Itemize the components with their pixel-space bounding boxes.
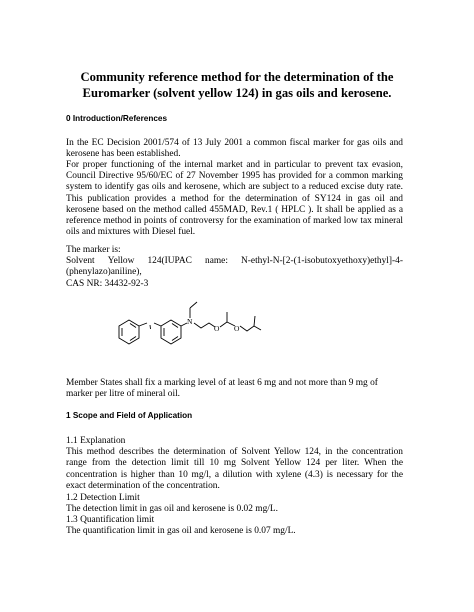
atom-label-n: N: [187, 317, 193, 326]
intro-paragraph-1: [66, 138, 403, 160]
text-line: kerosene based on the method called 455MAD, Rev.1 ( HPLC ). It shall be applied as a: [66, 204, 403, 215]
azo-bond: [139, 323, 147, 326]
section-1-1: [66, 436, 403, 492]
marker-word: N-ethyl-N-[2-(1-isobutoxyethoxy)ethyl]-4-: [241, 256, 403, 267]
detection-limit-text: The detection limit in gas oil and kerosene is 0.02 mg/L.: [66, 504, 278, 515]
marker-intro: The marker is:: [66, 245, 121, 255]
cas-number: CAS NR: 34432-92-3: [66, 278, 149, 289]
title-line: Community reference method for the determination of the: [80, 70, 394, 84]
acetal-chain: [220, 322, 235, 327]
text-line: This method describes the determination of Solvent Yellow 124, in the concentration: [66, 447, 403, 458]
ethoxy-chain: [194, 323, 215, 328]
text-line: This publication provides a method for the determination of SY124 in gas oil and: [66, 193, 403, 204]
marker-description: [66, 245, 403, 290]
text-line: concentration is higher than 10 mg/l, a dilution with xylene (4.3) is necessary for the: [66, 469, 403, 480]
subsection-title: 1.2 Detection Limit: [66, 493, 140, 503]
subsection-title: 1.1 Explanation: [66, 436, 126, 446]
marker-word: name:: [205, 256, 228, 267]
member-states-paragraph: [66, 378, 403, 400]
intro-paragraph-2: [66, 160, 403, 238]
chemical-structure-diagram: [104, 293, 274, 371]
atom-label-o: O: [234, 324, 240, 333]
marker-name-row: [66, 256, 403, 267]
marker-word: Solvent: [66, 256, 95, 267]
marker-name-cont: (phenylazo)aniline),: [66, 267, 142, 278]
section-1-2: [66, 493, 403, 515]
text-line: Member States shall fix a marking level of at least 6 mg and not more than 9 mg of: [66, 378, 378, 388]
isobutyl-chain: [240, 326, 261, 331]
text-line: exact determination of the concentration.: [66, 480, 220, 491]
section-1-3: [66, 515, 403, 537]
text-line: marker per litre of mineral oil.: [66, 389, 181, 400]
atom-label-o: O: [214, 324, 220, 333]
title-line: Euromarker (solvent yellow 124) in gas oils and kerosene.: [82, 86, 392, 100]
text-line: range from the detection limit till 10 mg Solvent Yellow 124 per liter. When the: [66, 458, 403, 469]
text-line: Council Directive 95/60/EC of 27 November 1995 has provided for a common marking: [66, 171, 403, 182]
text-line: kerosene has been established.: [66, 149, 181, 160]
marker-word: Yellow: [107, 256, 135, 267]
section-0-heading: 0 Introduction/References: [66, 114, 168, 123]
text-line: system to identify gas oils and kerosene, which are subject to a reduced excise duty rate.: [66, 182, 403, 193]
document-title: [60, 69, 414, 101]
section-1-heading: 1 Scope and Field of Application: [66, 411, 193, 420]
text-line: oils and mixtures with Diesel fuel.: [66, 227, 196, 238]
text-line: For proper functioning of the internal market and in particular to prevent tax evasion,: [66, 160, 403, 170]
text-line: In the EC Decision 2001/574 of 13 July 2001 a common fiscal marker for gas oils and: [66, 138, 403, 148]
text-line: reference method in points of controversy for the examination of marked low tax mineral: [66, 216, 403, 227]
subsection-title: 1.3 Quantification limit: [66, 515, 155, 525]
quantification-limit-text: The quantification limit in gas oil and kerosene is 0.07 mg/L.: [66, 526, 296, 537]
marker-word: 124(IUPAC: [147, 256, 192, 267]
